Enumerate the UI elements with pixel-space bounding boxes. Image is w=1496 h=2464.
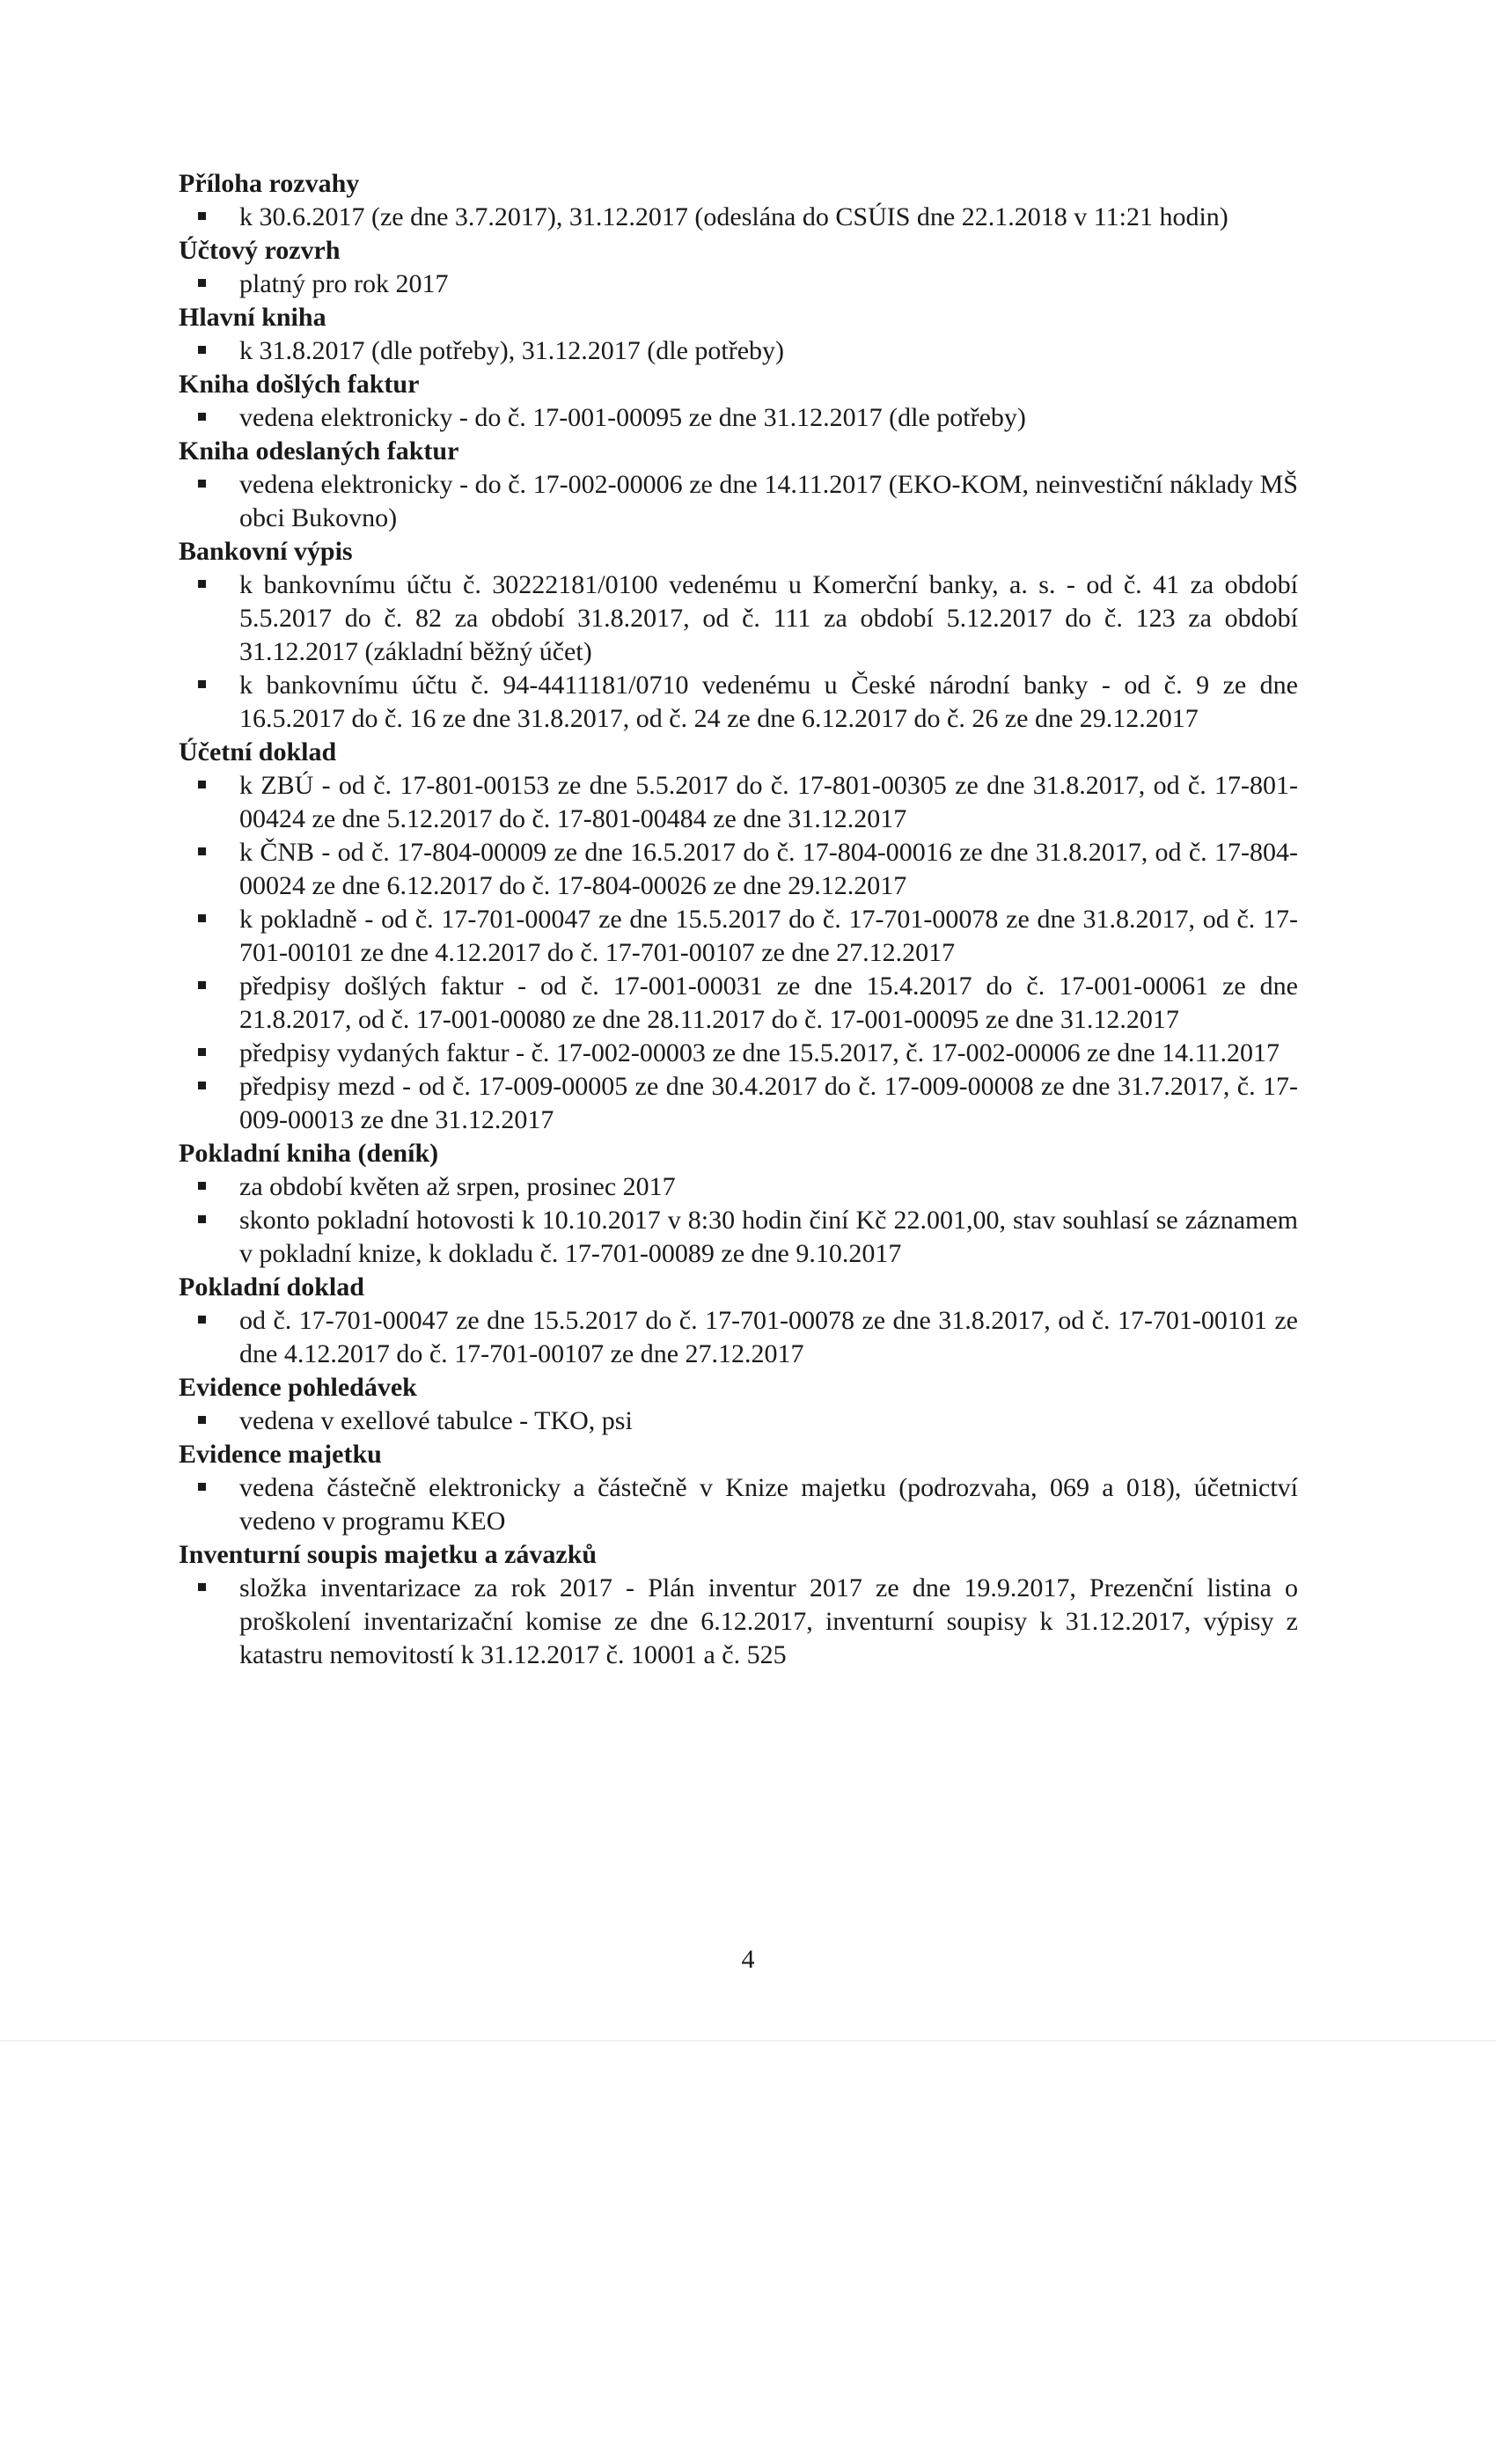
list-item-text: k bankovnímu účtu č. 94-4411181/0710 vedenému u České národní banky - od č. 9 ze dne 16.5.2017 do č. 16 ze dne 31.8.2017, od č. 24 ze dne 6.12.2017 do č. 26 ze dne 29.12.2017 xyxy=(239,671,1298,733)
bullet-list xyxy=(179,401,1298,435)
bullet-list xyxy=(179,1170,1298,1271)
square-bullet-icon xyxy=(198,981,206,989)
list-item xyxy=(179,970,1298,1037)
list-item xyxy=(179,1572,1298,1672)
list-item-text: za období květen až srpen, prosinec 2017 xyxy=(239,1172,676,1201)
square-bullet-icon xyxy=(198,781,206,788)
square-bullet-icon xyxy=(198,914,206,922)
list-item-text: k bankovnímu účtu č. 30222181/0100 vedenému u Komerční banky, a. s. - od č. 41 za období 5.5.2017 do č. 82 za období 31.8.2017, od č. 111 za období 5.12.2017 do č. 123 za období 31.12.2017 (základní běžný účet) xyxy=(239,570,1298,666)
list-item xyxy=(179,1404,1298,1438)
section-heading: Příloha rozvahy xyxy=(179,169,360,198)
list-item xyxy=(179,836,1298,903)
section xyxy=(179,301,1298,368)
bullet-list xyxy=(179,568,1298,736)
section xyxy=(179,1438,1298,1538)
section-heading: Účetní doklad xyxy=(179,737,337,766)
square-bullet-icon xyxy=(198,413,206,421)
list-item-text: složka inventarizace za rok 2017 - Plán inventur 2017 ze dne 19.9.2017, Prezenční listina o proškolení inventarizační komise ze dne 6.12.2017, inventurní soupisy k 31.12.2017, výpisy z katastru nemovitostí k 31.12.2017 č. 10001 a č. 525 xyxy=(239,1573,1298,1669)
document-body xyxy=(179,167,1298,1672)
section-heading: Bankovní výpis xyxy=(179,537,353,566)
list-item-text: předpisy vydaných faktur - č. 17-002-00003 ze dne 15.5.2017, č. 17-002-00006 ze dne 14.11.2017 xyxy=(239,1038,1280,1067)
section-heading: Pokladní doklad xyxy=(179,1272,364,1302)
bullet-list xyxy=(179,1404,1298,1438)
square-bullet-icon xyxy=(198,1182,206,1190)
bullet-list xyxy=(179,201,1298,234)
list-item xyxy=(179,669,1298,736)
list-item-text: vedena elektronicky - do č. 17-001-00095 ze dne 31.12.2017 (dle potřeby) xyxy=(239,403,1026,432)
section xyxy=(179,234,1298,301)
section-heading: Pokladní kniha (deník) xyxy=(179,1139,439,1168)
bullet-list xyxy=(179,334,1298,368)
section xyxy=(179,167,1298,234)
list-item xyxy=(179,1170,1298,1204)
list-item xyxy=(179,1070,1298,1137)
list-item-text: platný pro rok 2017 xyxy=(239,269,449,298)
bullet-list xyxy=(179,769,1298,1137)
section xyxy=(179,535,1298,736)
list-item-text: k ZBÚ - od č. 17-801-00153 ze dne 5.5.2017 do č. 17-801-00305 ze dne 31.8.2017, od č. 17-801-00424 ze dne 5.12.2017 do č. 17-801-00484 ze dne 31.12.2017 xyxy=(239,771,1298,833)
section-heading: Evidence pohledávek xyxy=(179,1373,417,1402)
section-heading: Evidence majetku xyxy=(179,1440,382,1469)
bullet-list xyxy=(179,1572,1298,1672)
list-item xyxy=(179,1037,1298,1070)
list-item-text: k ČNB - od č. 17-804-00009 ze dne 16.5.2017 do č. 17-804-00016 ze dne 31.8.2017, od č. 17-804-00024 ze dne 6.12.2017 do č. 17-804-00026 ze dne 29.12.2017 xyxy=(239,838,1298,900)
square-bullet-icon xyxy=(198,1082,206,1089)
section-heading: Hlavní kniha xyxy=(179,303,326,332)
section-heading: Kniha odeslaných faktur xyxy=(179,436,459,466)
list-item-text: vedena elektronicky - do č. 17-002-00006 ze dne 14.11.2017 (EKO-KOM, neinvestiční náklady MŠ obci Bukovno) xyxy=(239,470,1298,532)
list-item-text: k pokladně - od č. 17-701-00047 ze dne 15.5.2017 do č. 17-701-00078 ze dne 31.8.2017, od č. 17-701-00101 ze dne 4.12.2017 do č. 17-701-00107 ze dne 27.12.2017 xyxy=(239,905,1298,967)
section-heading: Inventurní soupis majetku a závazků xyxy=(179,1540,598,1569)
list-item xyxy=(179,1304,1298,1371)
section xyxy=(179,1371,1298,1438)
section xyxy=(179,1538,1298,1672)
list-item xyxy=(179,334,1298,368)
section xyxy=(179,736,1298,1137)
page-number: 4 xyxy=(741,1945,755,1974)
square-bullet-icon xyxy=(198,346,206,354)
bullet-list xyxy=(179,1304,1298,1371)
list-item-text: k 31.8.2017 (dle potřeby), 31.12.2017 (dle potřeby) xyxy=(239,336,785,365)
list-item xyxy=(179,568,1298,669)
section xyxy=(179,1271,1298,1371)
list-item-text: předpisy mezd - od č. 17-009-00005 ze dne 30.4.2017 do č. 17-009-00008 ze dne 31.7.2017, č. 17-009-00013 ze dne 31.12.2017 xyxy=(239,1072,1298,1134)
scan-artifact-line xyxy=(0,2040,1496,2042)
square-bullet-icon xyxy=(198,480,206,488)
section-heading: Účtový rozvrh xyxy=(179,236,341,265)
list-item xyxy=(179,769,1298,836)
square-bullet-icon xyxy=(198,1316,206,1324)
bullet-list xyxy=(179,268,1298,301)
section xyxy=(179,1137,1298,1271)
square-bullet-icon xyxy=(198,1483,206,1491)
square-bullet-icon xyxy=(198,279,206,287)
square-bullet-icon xyxy=(198,580,206,588)
bullet-list xyxy=(179,468,1298,535)
list-item-text: vedena v exellové tabulce - TKO, psi xyxy=(239,1406,633,1435)
square-bullet-icon xyxy=(198,1215,206,1223)
list-item xyxy=(179,268,1298,301)
square-bullet-icon xyxy=(198,680,206,688)
section xyxy=(179,435,1298,535)
square-bullet-icon xyxy=(198,212,206,220)
list-item-text: předpisy došlých faktur - od č. 17-001-00031 ze dne 15.4.2017 do č. 17-001-00061 ze dne 21.8.2017, od č. 17-001-00080 ze dne 28.11.2017 do č. 17-001-00095 ze dne 31.12.2017 xyxy=(239,972,1298,1034)
bullet-list xyxy=(179,1471,1298,1538)
list-item xyxy=(179,1471,1298,1538)
list-item xyxy=(179,468,1298,535)
list-item-text: od č. 17-701-00047 ze dne 15.5.2017 do č. 17-701-00078 ze dne 31.8.2017, od č. 17-701-00101 ze dne 4.12.2017 do č. 17-701-00107 ze dne 27.12.2017 xyxy=(239,1306,1298,1368)
square-bullet-icon xyxy=(198,1048,206,1056)
square-bullet-icon xyxy=(198,1583,206,1591)
section-heading: Kniha došlých faktur xyxy=(179,370,420,399)
square-bullet-icon xyxy=(198,1416,206,1424)
list-item xyxy=(179,201,1298,234)
list-item xyxy=(179,1204,1298,1271)
list-item-text: k 30.6.2017 (ze dne 3.7.2017), 31.12.2017 (odeslána do CSÚIS dne 22.1.2018 v 11:21 hodin) xyxy=(239,202,1228,231)
list-item-text: vedena částečně elektronicky a částečně v Knize majetku (podrozvaha, 069 a 018), účetnictví vedeno v programu KEO xyxy=(239,1473,1298,1536)
section xyxy=(179,368,1298,435)
square-bullet-icon xyxy=(198,847,206,855)
list-item-text: skonto pokladní hotovosti k 10.10.2017 v 8:30 hodin činí Kč 22.001,00, stav souhlasí se záznamem v pokladní knize, k dokladu č. 17-701-00089 ze dne 9.10.2017 xyxy=(239,1206,1298,1268)
list-item xyxy=(179,903,1298,970)
list-item xyxy=(179,401,1298,435)
